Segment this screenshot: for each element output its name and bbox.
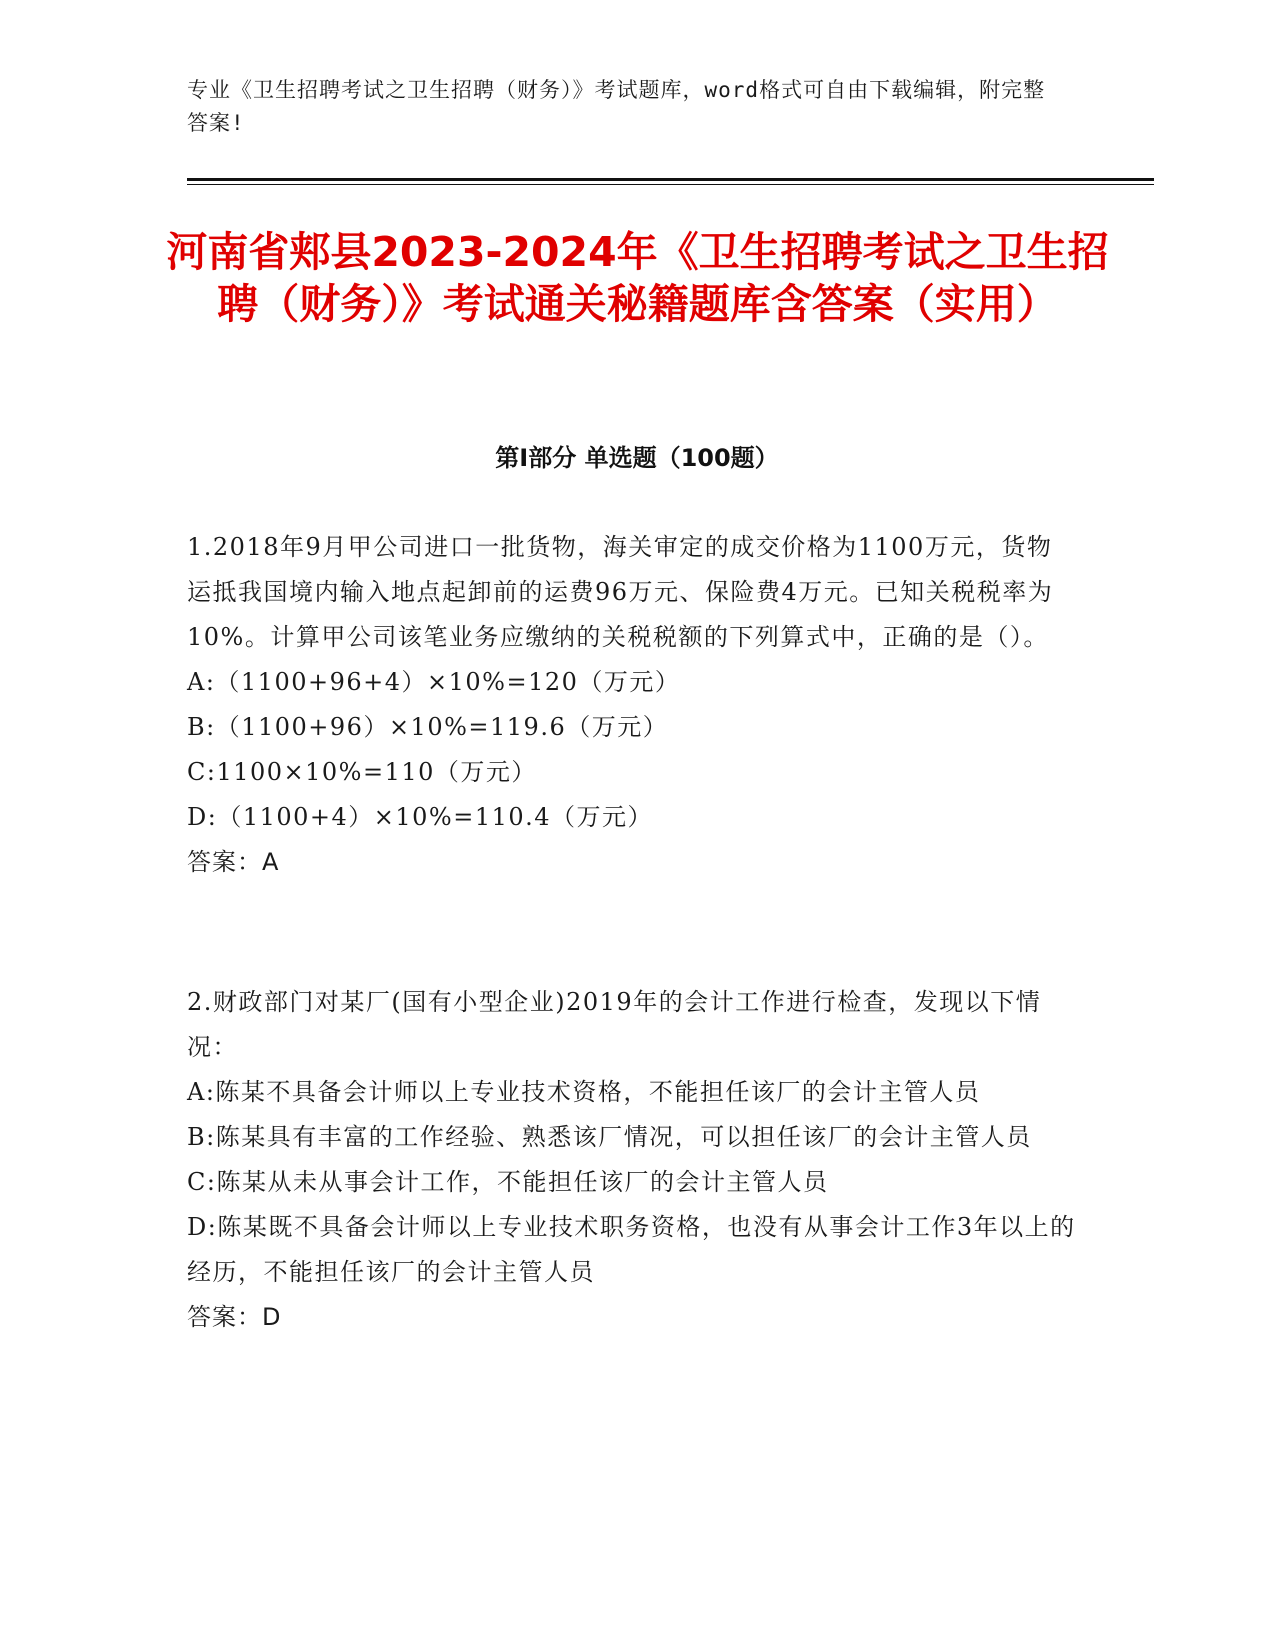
option-c: C:1100×10%=110（万元） <box>187 758 537 786</box>
header-note: 专业《卫生招聘考试之卫生招聘（财务）》考试题库，word格式可自由下载编辑，附完整答案! <box>187 78 1046 135</box>
option-c: C:陈某从未从事会计工作，不能担任该厂的会计主管人员 <box>187 1168 829 1196</box>
option-d: D:（1100+4）×10%=110.4（万元） <box>187 803 654 831</box>
option-b: B:（1100+96）×10%=119.6（万元） <box>187 713 669 741</box>
option-a: A:陈某不具备会计师以上专业技术资格，不能担任该厂的会计主管人员 <box>187 1078 981 1106</box>
document-title: 河南省郏县2023-2024年《卫生招聘考试之卫生招聘（财务）》考试通关秘籍题库含答案（实用） <box>166 228 1109 328</box>
section-heading: 第I部分 单选题（100题） <box>495 444 779 472</box>
header-divider-thin <box>187 184 1154 185</box>
option-b: B:陈某具有丰富的工作经验、熟悉该厂情况，可以担任该厂的会计主管人员 <box>187 1123 1032 1151</box>
question-stem: 2.财政部门对某厂(国有小型企业)2019年的会计工作进行检查，发现以下情况： <box>187 988 1042 1061</box>
question-stem: 1.2018年9月甲公司进口一批货物，海关审定的成交价格为1100万元，货物运抵我国境内输入地点起卸前的运费96万元、保险费4万元。已知关税税率为10%。计算甲公司该笔业务应缴纳的关税税额的下列算式中，正确的是（）。 <box>187 533 1054 651</box>
option-d: D:陈某既不具备会计师以上专业技术职务资格，也没有从事会计工作3年以上的经历，不能担任该厂的会计主管人员 <box>187 1213 1076 1286</box>
option-a: A:（1100+96+4）×10%=120（万元） <box>187 668 681 696</box>
answer-label: 答案：A <box>187 848 280 876</box>
question-2 <box>187 980 1077 1340</box>
header-divider-thick <box>187 178 1154 181</box>
question-1 <box>187 525 1077 885</box>
answer-label: 答案：D <box>187 1303 282 1331</box>
